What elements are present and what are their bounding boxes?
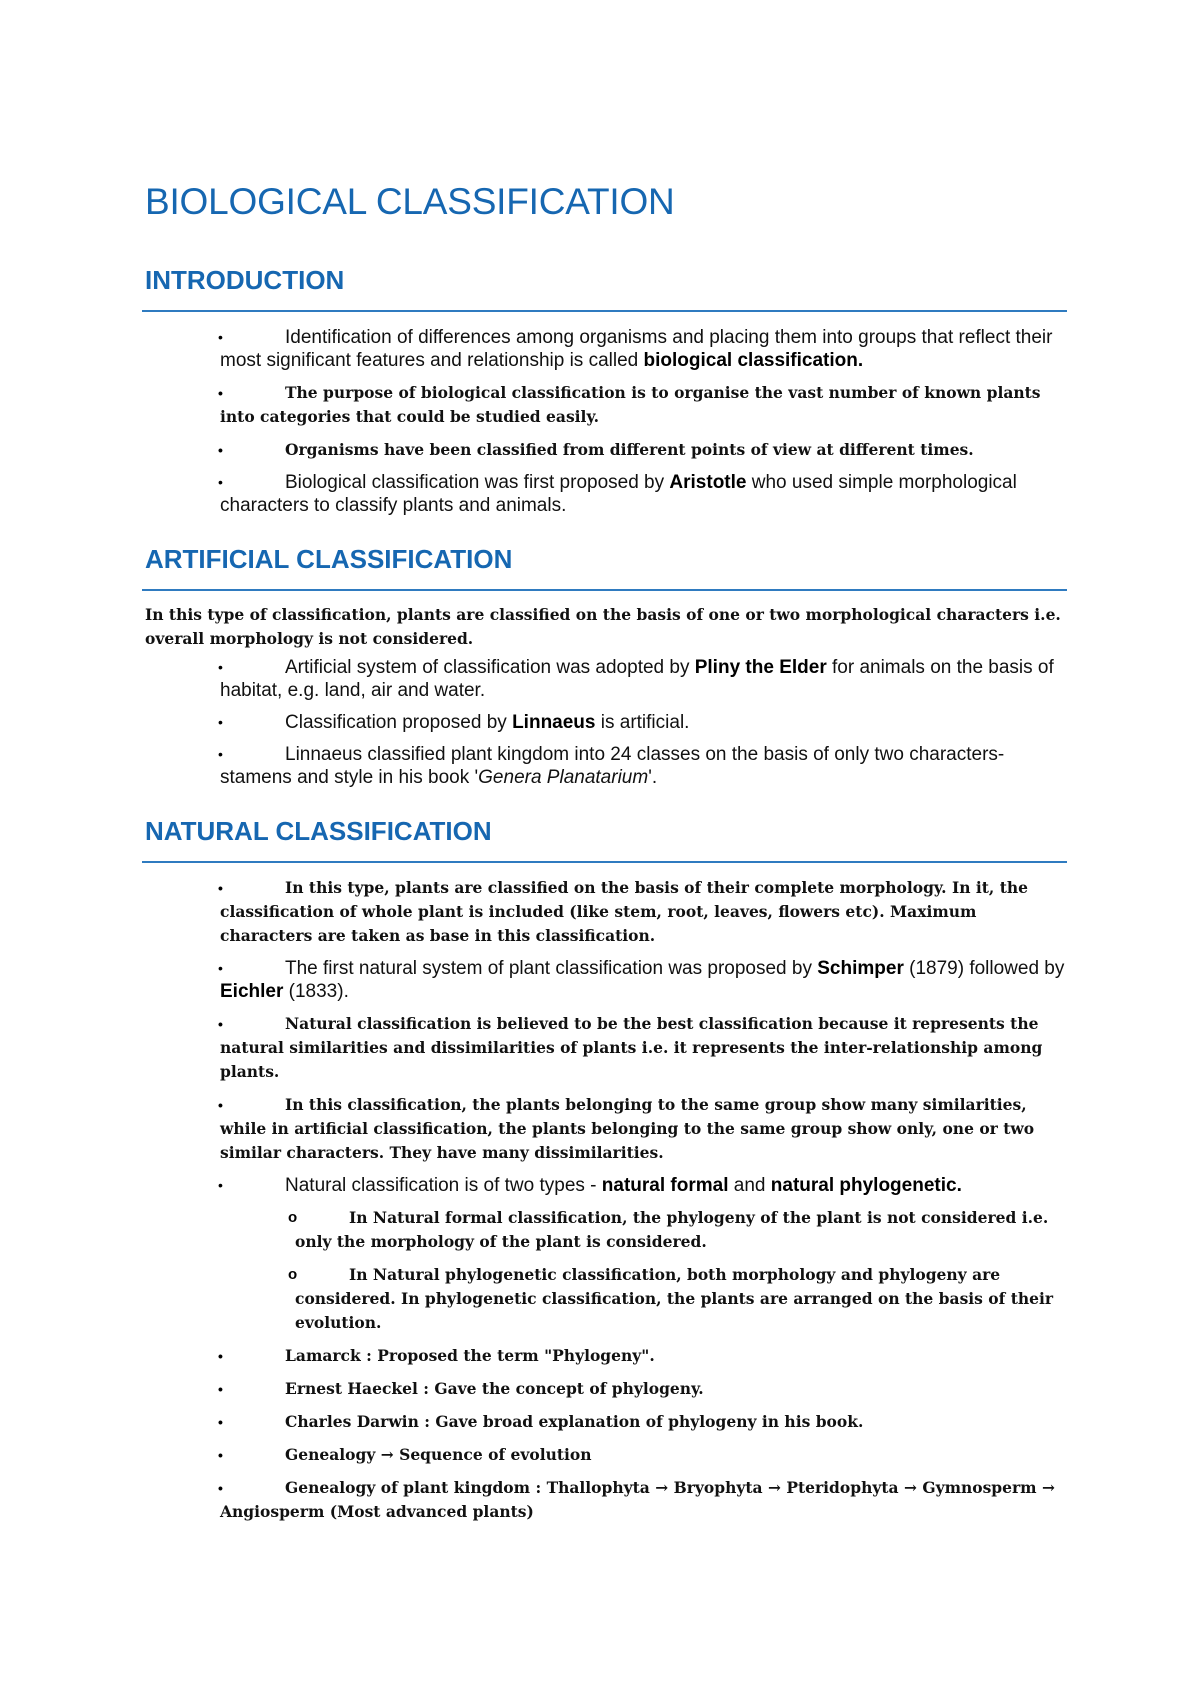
list-item: • Natural classification is of two types - natural formal and natural phylogenetic. [218, 1175, 962, 1196]
bullet-icon: • [218, 1447, 223, 1463]
list-item: • Ernest Haeckel : Gave the concept of phylogeny. [145, 1377, 1065, 1401]
bullet-icon: • [218, 746, 223, 762]
bullet-icon: • [218, 1348, 223, 1364]
bullet-icon: • [218, 474, 223, 490]
list-item: • Classification proposed by Linnaeus is artificial. [218, 712, 690, 733]
list-item: • Natural classification is believed to be the best classification because it represents the natural similarities and dissimilarities of plants i.e. it represents the inter-relationship among plants. [218, 1014, 1043, 1081]
artificial-intro-paragraph: In this type of classification, plants are classified on the basis of one or two morphological characters i.e. overall morphology is not considered. [145, 605, 1061, 648]
bullet-icon: • [218, 1016, 223, 1032]
section-heading-artificial: ARTIFICIAL CLASSIFICATION [145, 544, 513, 574]
circle-bullet-icon: o [288, 1209, 298, 1226]
section-heading-natural: NATURAL CLASSIFICATION [145, 816, 492, 846]
bullet-icon: • [218, 1177, 223, 1193]
list-item: • Lamarck : Proposed the term "Phylogeny". [145, 1344, 1065, 1368]
list-item: • Charles Darwin : Gave broad explanation of phylogeny in his book. [145, 1410, 1065, 1434]
list-item: • Genealogy → Sequence of evolution [145, 1443, 1065, 1467]
list-item: • Genealogy of plant kingdom : Thallophyta → Bryophyta → Pteridophyta → Gymnosperm → Angiosperm (Most advanced plants) [218, 1478, 1055, 1521]
section-divider [142, 861, 1067, 863]
bullet-icon: • [218, 385, 223, 401]
list-item: • The first natural system of plant classification was proposed by Schimper (1879) followed by Eichler (1833). [218, 958, 1065, 1002]
section-divider [142, 310, 1067, 312]
circle-bullet-icon: o [288, 1266, 298, 1283]
list-item: • Artificial system of classification was adopted by Pliny the Elder for animals on the basis of habitat, e.g. land, air and water. [218, 657, 1054, 701]
introduction-list [145, 326, 1065, 517]
bullet-icon: • [218, 1414, 223, 1430]
natural-list [145, 876, 1065, 1524]
bullet-icon: • [218, 1480, 223, 1496]
list-item: • Biological classification was first proposed by Aristotle who used simple morphological characters to classify plants and animals. [218, 472, 1017, 516]
bullet-icon: • [218, 329, 223, 345]
sub-list-item: o In Natural phylogenetic classification, both morphology and phylogeny are considered. In phylogenetic classification, the plants are arranged on the basis of their evolution. [288, 1265, 1054, 1332]
sub-list-item: o In Natural formal classification, the phylogeny of the plant is not considered i.e. only the morphology of the plant is considered. [288, 1208, 1049, 1251]
document-title: BIOLOGICAL CLASSIFICATION [145, 181, 675, 222]
list-item: • In this type, plants are classified on the basis of their complete morphology. In it, the classification of whole plant is included (like stem, root, leaves, flowers etc). Maximum characters are taken as base in this classification. [218, 878, 1028, 945]
list-item: • In this classification, the plants belonging to the same group show many similarities, while in artificial classification, the plants belonging to the same group show only, one or two similar characters. They have many dissimilarities. [218, 1095, 1035, 1162]
section-divider [142, 589, 1067, 591]
bullet-icon: • [218, 1381, 223, 1397]
list-item: • Organisms have been classified from different points of view at different times. [145, 438, 1065, 462]
bullet-icon: • [218, 960, 223, 976]
artificial-list [145, 656, 1065, 789]
bullet-icon: • [218, 442, 223, 458]
list-item: • The purpose of biological classification is to organise the vast number of known plants into categories that could be studied easily. [218, 383, 1041, 426]
list-item: • Identification of differences among organisms and placing them into groups that reflect their most significant features and relationship is called biological classification. [218, 327, 1053, 371]
bullet-icon: • [218, 714, 223, 730]
list-item: • Linnaeus classified plant kingdom into 24 classes on the basis of only two characters-stamens and style in his book 'Genera Planatarium'. [218, 744, 1005, 788]
bullet-icon: • [218, 1097, 223, 1113]
section-heading-introduction: INTRODUCTION [145, 265, 345, 295]
bullet-icon: • [218, 880, 223, 896]
bullet-icon: • [218, 659, 223, 675]
